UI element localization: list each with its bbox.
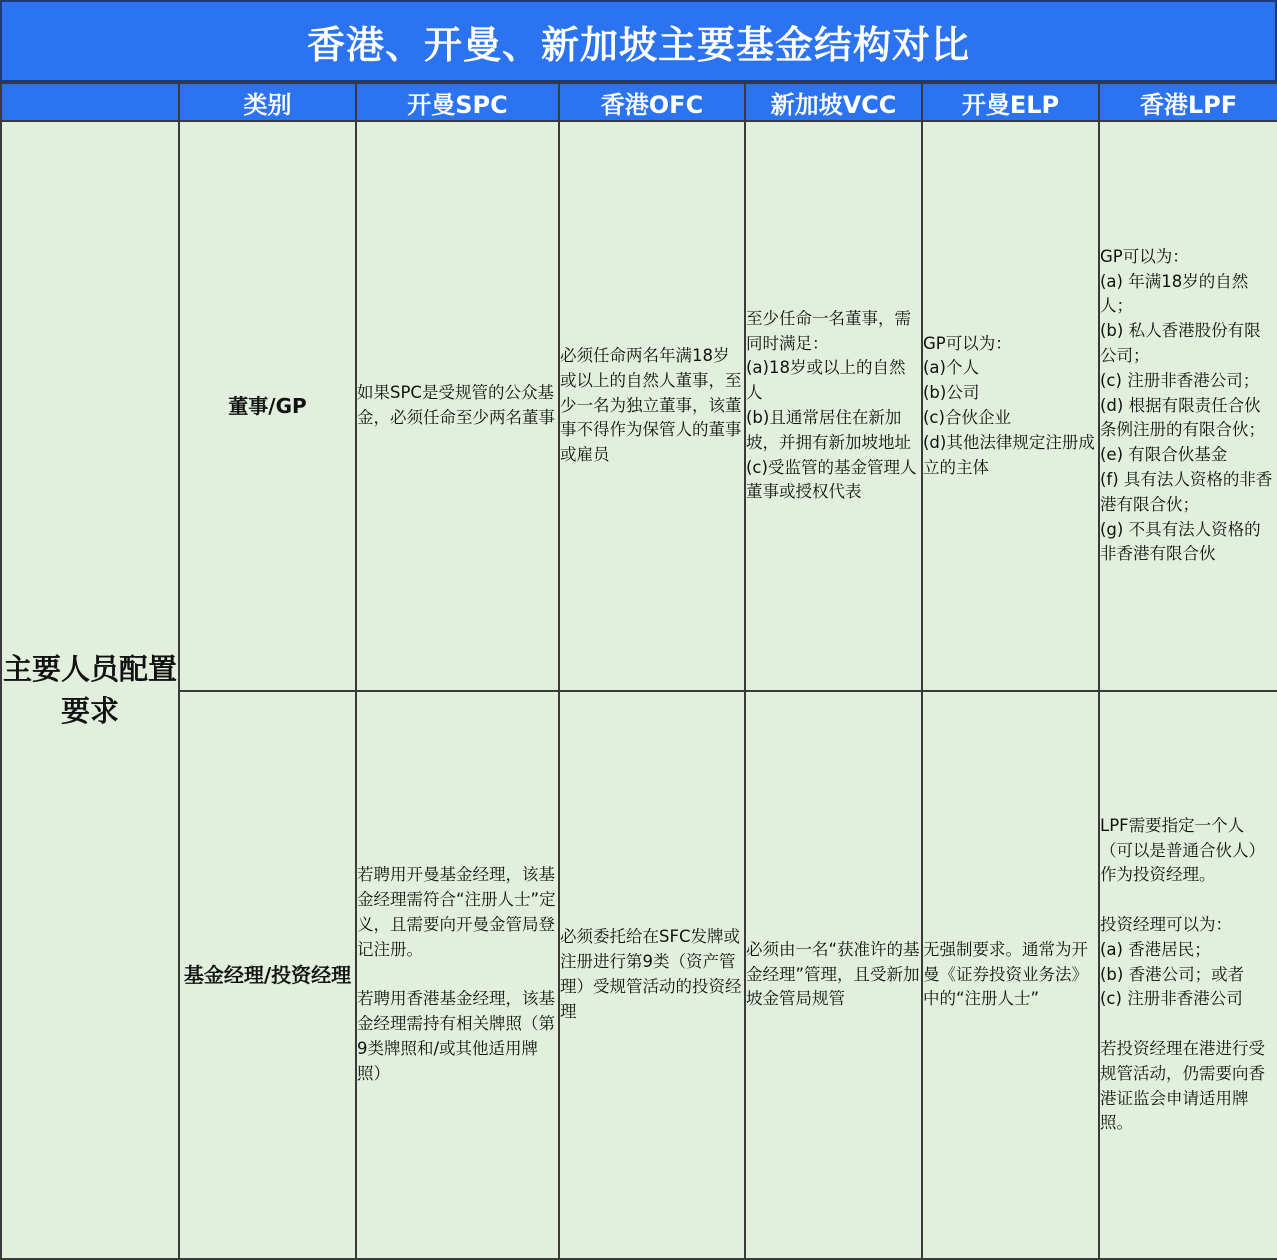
table-row <box>1 121 1277 691</box>
page-title: 香港、开曼、新加坡主要基金结构对比 <box>0 0 1277 82</box>
header-cayman-elp: 开曼ELP <box>922 83 1099 121</box>
cell-vcc-manager: 必须由一名“获准许的基金经理”管理，且受新加坡金管局规管 <box>745 691 922 1259</box>
cell-spc-director: 如果SPC是受规管的公众基金，必须任命至少两名董事 <box>356 121 559 691</box>
row-label-fund-manager: 基金经理/投资经理 <box>179 691 356 1259</box>
row-label-director-gp: 董事/GP <box>179 121 356 691</box>
header-sg-vcc: 新加坡VCC <box>745 83 922 121</box>
cell-ofc-director: 必须任命两名年满18岁或以上的自然人董事，至少一名为独立董事，该董事不得作为保管人的董事或雇员 <box>559 121 745 691</box>
cell-lpf-gp: GP可以为： (a) 年满18岁的自然人； (b) 私人香港股份有限公司； (c) 注册非香港公司； (d) 根据有限责任合伙条例注册的有限合伙； (e) 有限合伙基金 (f) 具有法人资格的非香港有限合伙； (g) 不具有法人资格的非香港有限合伙 <box>1099 121 1277 691</box>
header-cayman-spc: 开曼SPC <box>356 83 559 121</box>
header-hk-ofc: 香港OFC <box>559 83 745 121</box>
comparison-table <box>0 82 1277 1260</box>
cell-elp-manager: 无强制要求。通常为开曼《证券投资业务法》中的“注册人士” <box>922 691 1099 1259</box>
cell-vcc-director: 至少任命一名董事，需同时满足： (a)18岁或以上的自然人 (b)且通常居住在新加坡，并拥有新加坡地址 (c)受监管的基金管理人董事或授权代表 <box>745 121 922 691</box>
cell-elp-gp: GP可以为： (a)个人 (b)公司 (c)合伙企业 (d)其他法律规定注册成立的主体 <box>922 121 1099 691</box>
cell-spc-manager: 若聘用开曼基金经理，该基金经理需符合“注册人士”定义，且需要向开曼金管局登记注册。 若聘用香港基金经理，该基金经理需持有相关牌照（第9类牌照和/或其他适用牌照） <box>356 691 559 1259</box>
cell-lpf-manager: LPF需要指定一个人（可以是普通合伙人）作为投资经理。 投资经理可以为： (a) 香港居民； (b) 香港公司；或者 (c) 注册非香港公司 若投资经理在港进行受规管活动，仍需要向香港证监会申请适用牌照。 <box>1099 691 1277 1259</box>
section-label: 主要人员配置要求 <box>1 121 179 1259</box>
table-row <box>1 691 1277 1259</box>
header-hk-lpf: 香港LPF <box>1099 83 1277 121</box>
header-blank-cell <box>1 83 179 121</box>
header-category: 类别 <box>179 83 356 121</box>
table-header-row <box>1 83 1277 121</box>
cell-ofc-manager: 必须委托给在SFC发牌或注册进行第9类（资产管理）受规管活动的投资经理 <box>559 691 745 1259</box>
